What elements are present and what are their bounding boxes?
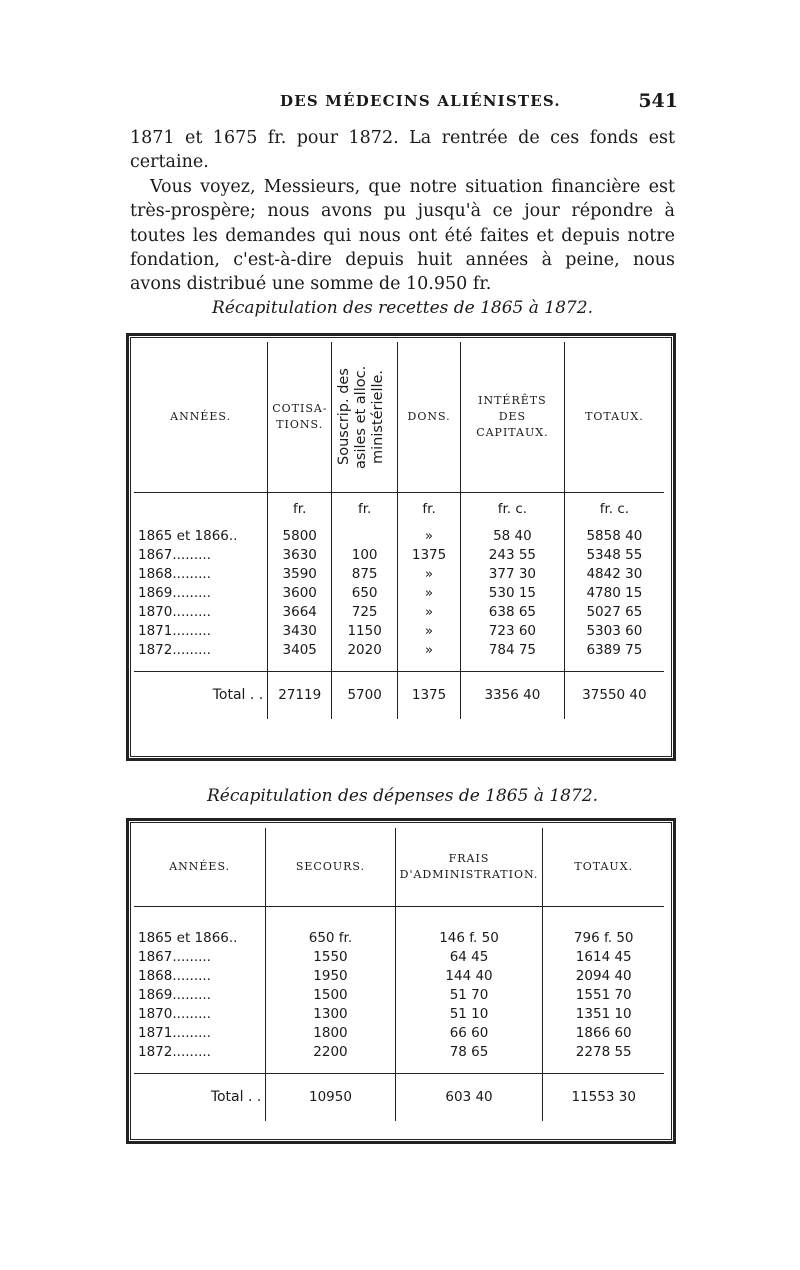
table-row xyxy=(134,583,664,602)
table-row xyxy=(134,985,664,1004)
header-totaux: TOTAUX. xyxy=(564,342,664,492)
cell-cotisations: 3405 xyxy=(268,640,332,659)
cell-frais: 146 f. 50 xyxy=(395,928,543,947)
units-row xyxy=(134,492,664,526)
total-totaux: 37550 40 xyxy=(564,671,664,719)
cell-secours: 2200 xyxy=(266,1042,395,1061)
dep-total-label: Total . . xyxy=(134,1073,266,1121)
dep-total-secours: 10950 xyxy=(266,1073,395,1121)
cell-interets: 530 15 xyxy=(461,583,565,602)
unit-interets: fr. c. xyxy=(461,492,565,526)
cell-dons: 1375 xyxy=(398,545,461,564)
cell-totaux: 796 f. 50 xyxy=(543,928,664,947)
unit-souscrip: fr. xyxy=(332,492,398,526)
total-interets: 3356 40 xyxy=(461,671,565,719)
table-row xyxy=(134,1042,664,1061)
row-year: 1868......... xyxy=(138,565,211,582)
cell-souscrip: 2020 xyxy=(332,640,398,659)
table-row xyxy=(134,1004,664,1023)
dep-total-frais: 603 40 xyxy=(395,1073,543,1121)
cell-souscrip: 875 xyxy=(332,564,398,583)
unit-totaux: fr. c. xyxy=(564,492,664,526)
cell-interets: 377 30 xyxy=(461,564,565,583)
page-header xyxy=(130,92,678,114)
cell-souscrip: 725 xyxy=(332,602,398,621)
cell-cotisations: 3430 xyxy=(268,621,332,640)
cell-dons: » xyxy=(398,564,461,583)
cell-souscrip: 100 xyxy=(332,545,398,564)
cell-interets: 58 40 xyxy=(461,526,565,545)
table-row xyxy=(134,564,664,583)
total-cotisations: 27119 xyxy=(268,671,332,719)
cell-totaux: 6389 75 xyxy=(564,640,664,659)
header-dons: DONS. xyxy=(398,342,461,492)
cell-totaux: 1866 60 xyxy=(543,1023,664,1042)
recettes-total-row xyxy=(134,671,664,719)
running-title: DES MÉDECINS ALIÉNISTES. xyxy=(280,92,561,110)
total-dons: 1375 xyxy=(398,671,461,719)
dep-header-frais: FRAIS D'ADMINISTRATION. xyxy=(395,828,543,906)
cell-totaux: 1351 10 xyxy=(543,1004,664,1023)
cell-totaux: 5303 60 xyxy=(564,621,664,640)
recettes-caption: Récapitulation des recettes de 1865 à 1872. xyxy=(212,298,593,318)
header-souscrip-text: Souscrip. des asiles et alloc. ministérielle. xyxy=(336,365,387,469)
cell-cotisations: 3590 xyxy=(268,564,332,583)
table-row xyxy=(134,602,664,621)
cell-totaux: 5348 55 xyxy=(564,545,664,564)
dep-header-secours: SECOURS. xyxy=(266,828,395,906)
cell-totaux: 1551 70 xyxy=(543,985,664,1004)
depenses-header-row xyxy=(134,828,664,906)
row-year: 1869......... xyxy=(138,986,211,1003)
cell-totaux: 5027 65 xyxy=(564,602,664,621)
row-year: 1870......... xyxy=(138,603,211,620)
unit-cotisations: fr. xyxy=(268,492,332,526)
table-row xyxy=(134,966,664,985)
cell-cotisations: 3664 xyxy=(268,602,332,621)
table-row xyxy=(134,545,664,564)
cell-souscrip: 1150 xyxy=(332,621,398,640)
cell-totaux: 2094 40 xyxy=(543,966,664,985)
table-row xyxy=(134,928,664,947)
cell-totaux: 4780 15 xyxy=(564,583,664,602)
cell-dons: » xyxy=(398,602,461,621)
dep-header-annees: ANNÉES. xyxy=(169,859,231,873)
row-year: 1867......... xyxy=(138,546,211,563)
cell-secours: 1300 xyxy=(266,1004,395,1023)
header-cotisations: COTISA-TIONS. xyxy=(268,342,332,492)
body-text xyxy=(130,126,675,297)
row-year: 1872......... xyxy=(138,1043,211,1060)
depenses-table xyxy=(134,828,664,1121)
paragraph-1: 1871 et 1675 fr. pour 1872. La rentrée de ces fonds est certaine. xyxy=(130,128,675,173)
row-year: 1871......... xyxy=(138,1024,211,1041)
cell-frais: 78 65 xyxy=(395,1042,543,1061)
cell-frais: 66 60 xyxy=(395,1023,543,1042)
cell-interets: 723 60 xyxy=(461,621,565,640)
total-souscrip: 5700 xyxy=(332,671,398,719)
cell-frais: 51 10 xyxy=(395,1004,543,1023)
table-row xyxy=(134,640,664,659)
dep-header-totaux: TOTAUX. xyxy=(543,828,664,906)
dep-total-totaux: 11553 30 xyxy=(543,1073,664,1121)
cell-frais: 144 40 xyxy=(395,966,543,985)
cell-dons: » xyxy=(398,526,461,545)
row-year: 1872......... xyxy=(138,641,211,658)
table-row xyxy=(134,526,664,545)
cell-interets: 784 75 xyxy=(461,640,565,659)
cell-secours: 1800 xyxy=(266,1023,395,1042)
cell-frais: 51 70 xyxy=(395,985,543,1004)
cell-souscrip xyxy=(332,526,398,545)
table-row xyxy=(134,1023,664,1042)
cell-totaux: 5858 40 xyxy=(564,526,664,545)
row-year: 1871......... xyxy=(138,622,211,639)
table-row xyxy=(134,621,664,640)
row-year: 1870......... xyxy=(138,1005,211,1022)
cell-frais: 64 45 xyxy=(395,947,543,966)
cell-totaux: 1614 45 xyxy=(543,947,664,966)
paragraph-2: Vous voyez, Messieurs, que notre situation financière est très-prospère; nous avons pu jusqu'à ce jour répondre à toutes les demandes qui nous ont été faites et depuis notre fondation, c'est-à-dire depuis huit années à peine, nous avons distribué une somme de 10.950 fr. xyxy=(130,176,675,295)
depenses-caption: Récapitulation des dépenses de 1865 à 1872. xyxy=(206,786,599,806)
cell-cotisations: 5800 xyxy=(268,526,332,545)
cell-secours: 1950 xyxy=(266,966,395,985)
row-year: 1868......... xyxy=(138,967,211,984)
cell-secours: 1500 xyxy=(266,985,395,1004)
row-year: 1865 et 1866.. xyxy=(138,929,238,946)
cell-totaux: 4842 30 xyxy=(564,564,664,583)
row-year: 1869......... xyxy=(138,584,211,601)
recettes-header-row xyxy=(134,342,664,492)
header-souscrip xyxy=(332,342,398,492)
cell-totaux: 2278 55 xyxy=(543,1042,664,1061)
table-row xyxy=(134,947,664,966)
cell-secours: 1550 xyxy=(266,947,395,966)
cell-cotisations: 3600 xyxy=(268,583,332,602)
cell-souscrip: 650 xyxy=(332,583,398,602)
page-number: 541 xyxy=(638,90,678,112)
header-interets: INTÉRÊTS DES CAPITAUX. xyxy=(461,342,565,492)
cell-dons: » xyxy=(398,621,461,640)
depenses-total-row xyxy=(134,1073,664,1121)
cell-cotisations: 3630 xyxy=(268,545,332,564)
row-year: 1865 et 1866.. xyxy=(138,527,238,544)
header-annees: ANNÉES. xyxy=(170,409,232,423)
total-label: Total . . xyxy=(134,671,268,719)
cell-dons: » xyxy=(398,640,461,659)
recettes-table xyxy=(134,342,664,719)
unit-dons: fr. xyxy=(398,492,461,526)
cell-interets: 638 65 xyxy=(461,602,565,621)
cell-interets: 243 55 xyxy=(461,545,565,564)
row-year: 1867......... xyxy=(138,948,211,965)
cell-dons: » xyxy=(398,583,461,602)
cell-secours: 650 fr. xyxy=(266,928,395,947)
